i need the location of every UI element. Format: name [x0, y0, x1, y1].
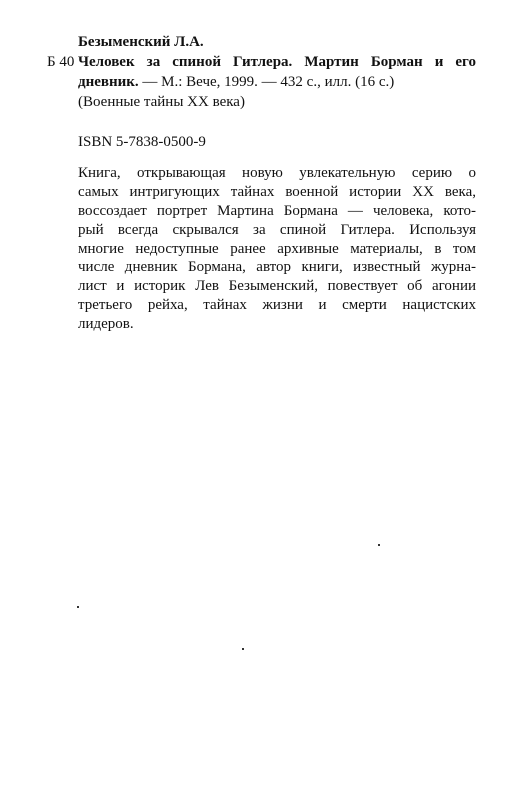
isbn: ISBN 5-7838-0500-9: [78, 134, 206, 150]
bibliographic-entry: [78, 53, 476, 92]
author-name: Безыменский Л.А.: [78, 34, 204, 50]
annotation-line: числе дневник Бормана, автор книги, известный журна-: [78, 259, 476, 276]
annotation-line: третьего рейха, тайнах жизни и смерти нацистских: [78, 297, 476, 314]
annotation-line: самых интригующих тайнах военной истории XX века,: [78, 183, 476, 200]
scan-speck: [77, 606, 79, 608]
annotation-line: лист и историк Лев Безыменский, повествует об агонии: [78, 278, 476, 295]
scan-speck: [242, 648, 244, 650]
annotation-line: лидеров.: [78, 316, 134, 333]
annotation: [78, 164, 476, 334]
annotation-line: воссоздает портрет Мартина Бормана — человека, кото-: [78, 202, 476, 219]
scan-speck: [378, 544, 380, 546]
annotation-line: рый всегда скрывался за спиной Гитлера. Используя: [78, 221, 476, 238]
annotation-line: многие недоступные ранее архивные материалы, в том: [78, 240, 476, 257]
publication-details: — М.: Вече, 1999. — 432 с., илл. (16 с.): [138, 73, 395, 90]
book-title: Человек за спиной Гитлера. Мартин Борман и его дневник.: [78, 54, 476, 90]
annotation-line: Книга, открывающая новую увлекательную серию о: [78, 165, 476, 181]
library-classification-code: Б 40: [47, 54, 75, 70]
series-name: (Военные тайны XX века): [78, 94, 245, 110]
